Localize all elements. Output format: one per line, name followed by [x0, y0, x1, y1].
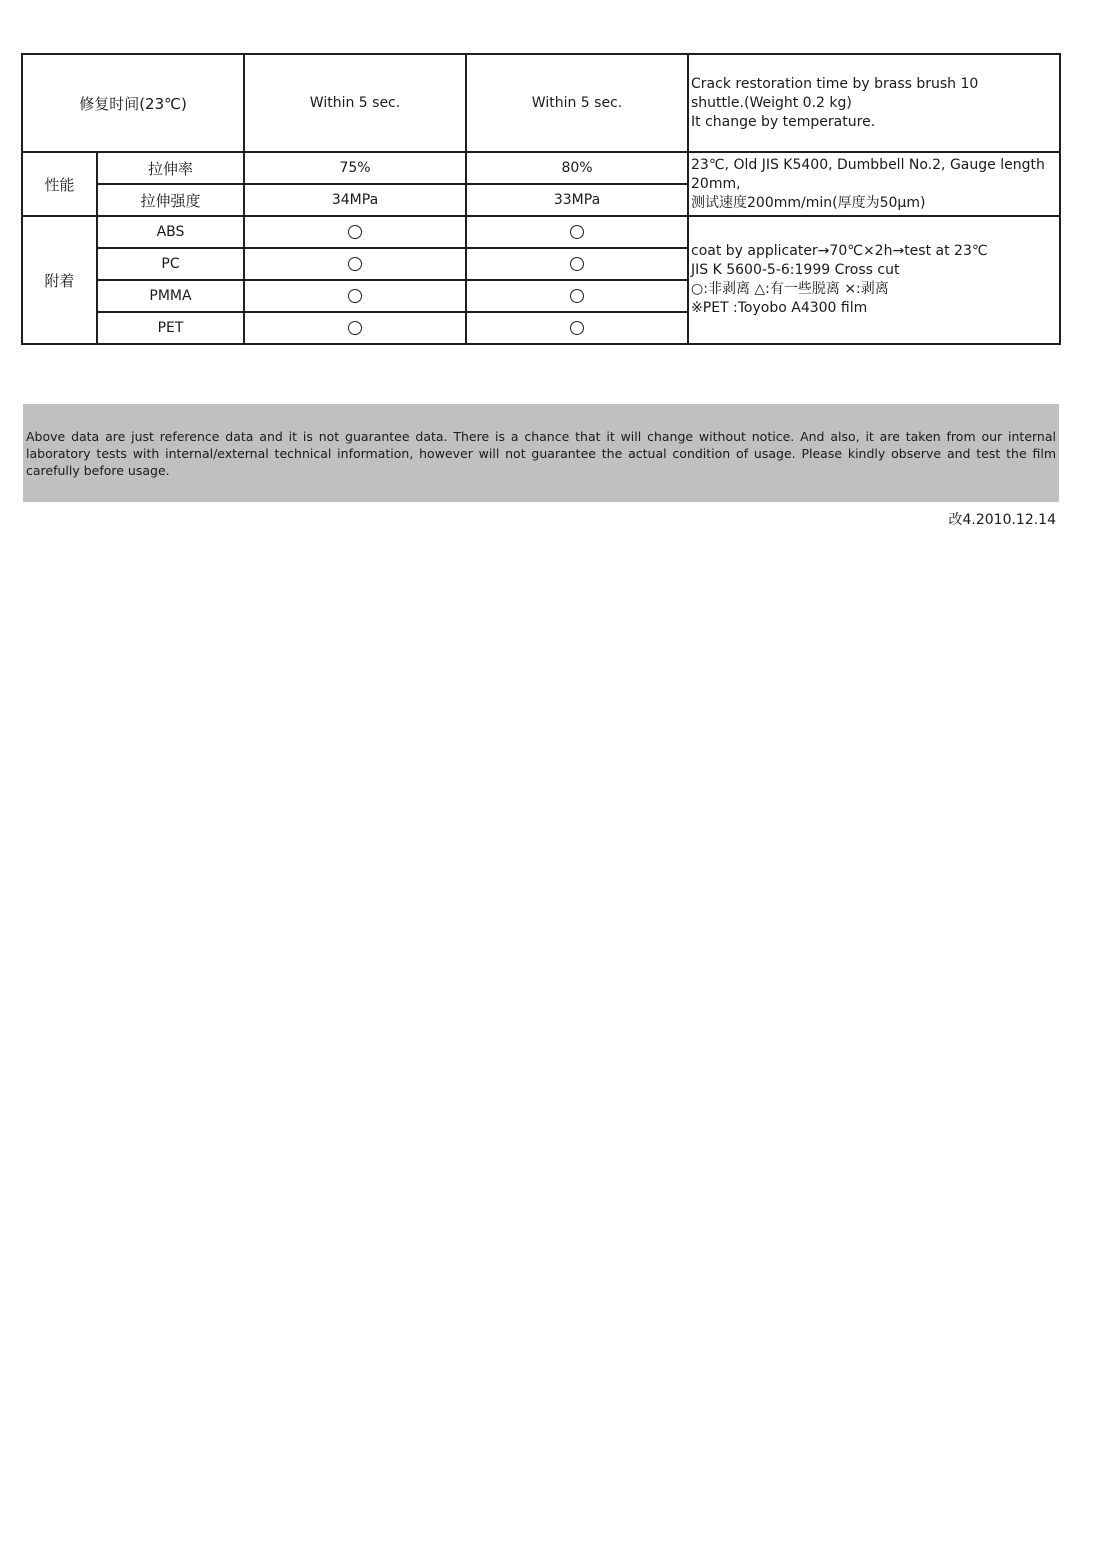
- adhesion-row: [22, 216, 1060, 248]
- performance-row: [22, 152, 1060, 184]
- disclaimer-box: Above data are just reference data and it is not guarantee data. There is a chance that it will change without notice. And also, it are taken from our internal laboratory tests with internal/external technical information, however will not guarantee the actual condition of usage. Please kindly observe and test the film carefully before usage.: [23, 404, 1059, 502]
- revision-label: 改4.2010.12.14: [948, 512, 1056, 528]
- performance-note-line: 20mm,: [691, 175, 741, 192]
- adhesion-note-line: JIS K 5600-5-6:1999 Cross cut: [691, 262, 900, 278]
- adhesion-result-a: [244, 248, 466, 280]
- performance-note-line: 测试速度200mm/min(厚度为50μm): [691, 194, 926, 211]
- performance-notes: [688, 152, 1060, 216]
- substrate-label: PET: [97, 312, 244, 344]
- circle-icon: [348, 289, 362, 303]
- adhesion-note-line: ※PET :Toyobo A4300 film: [691, 300, 868, 316]
- adhesion-note-line: ○:非剥离 △:有一些脱离 ×:剥离: [691, 281, 889, 297]
- elongation-value-b: 80%: [466, 152, 688, 184]
- tensile-strength-value-a: 34MPa: [244, 184, 466, 216]
- circle-icon: [348, 257, 362, 271]
- repair-note-line: Crack restoration time by brass brush 10: [691, 75, 979, 92]
- substrate-label: ABS: [97, 216, 244, 248]
- circle-icon: [348, 225, 362, 239]
- tensile-strength-value-b: 33MPa: [466, 184, 688, 216]
- repair-notes: [688, 54, 1060, 152]
- circle-icon: [570, 257, 584, 271]
- tensile-strength-label: 拉伸强度: [97, 184, 244, 216]
- repair-note-line: shuttle.(Weight 0.2 kg): [691, 94, 852, 111]
- circle-icon: [348, 321, 362, 335]
- adhesion-result-a: [244, 280, 466, 312]
- adhesion-note-line: coat by applicater→70℃×2h→test at 23℃: [691, 243, 988, 259]
- performance-note-line: 23℃, Old JIS K5400, Dumbbell No.2, Gauge length: [691, 156, 1045, 173]
- adhesion-result-b: [466, 216, 688, 248]
- repair-value-a: Within 5 sec.: [244, 54, 466, 152]
- adhesion-result-b: [466, 248, 688, 280]
- adhesion-result-a: [244, 312, 466, 344]
- circle-icon: [570, 321, 584, 335]
- elongation-value-a: 75%: [244, 152, 466, 184]
- adhesion-notes: [688, 216, 1060, 344]
- adhesion-result-b: [466, 312, 688, 344]
- properties-table: [21, 53, 1061, 345]
- repair-label: 修复时间(23℃): [22, 54, 244, 152]
- repair-row: [22, 54, 1060, 152]
- adhesion-result-b: [466, 280, 688, 312]
- elongation-label: 拉伸率: [97, 152, 244, 184]
- adhesion-result-a: [244, 216, 466, 248]
- substrate-label: PC: [97, 248, 244, 280]
- circle-icon: [570, 225, 584, 239]
- performance-category: 性能: [22, 152, 97, 216]
- repair-value-b: Within 5 sec.: [466, 54, 688, 152]
- repair-note-line: It change by temperature.: [691, 113, 876, 130]
- circle-icon: [570, 289, 584, 303]
- substrate-label: PMMA: [97, 280, 244, 312]
- adhesion-category: 附着: [22, 216, 97, 344]
